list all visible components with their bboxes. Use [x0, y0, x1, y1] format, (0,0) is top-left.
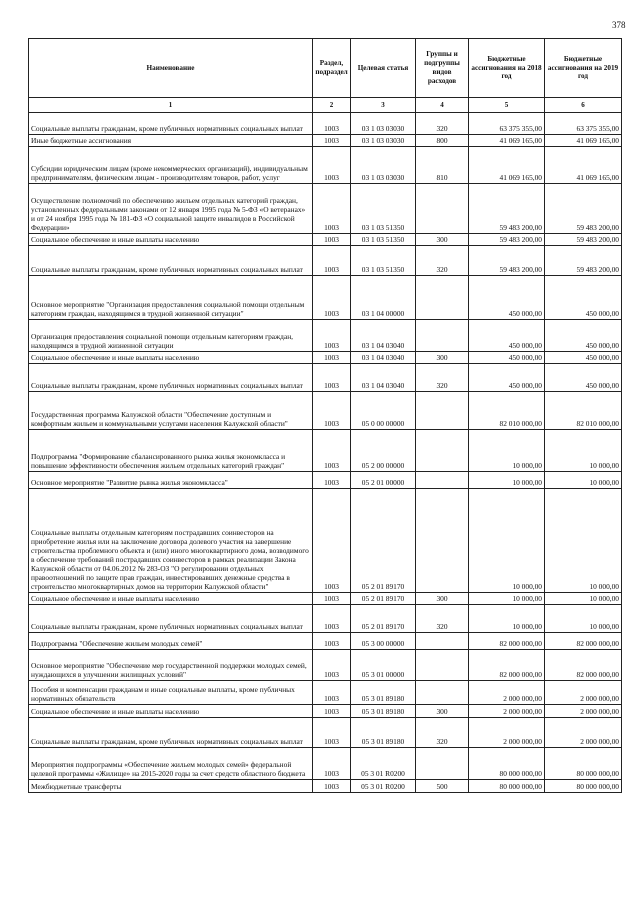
row-name: Основное мероприятие "Организация предоставления социальной помощи отдельным категориям граждан, находящимся в трудной жизненной ситуации" [29, 276, 313, 320]
row-name: Пособия и компенсации гражданам и иные социальные выплаты, кроме публичных нормативных обязательств [29, 681, 313, 705]
header-allocation-2018: Бюджетные ассигнования на 2018 год [469, 39, 545, 98]
row-target-article: 03 1 03 51350 [351, 184, 416, 234]
row-section: 1003 [313, 748, 351, 780]
header-target-article: Целевая статья [351, 39, 416, 98]
row-allocation-2018: 450 000,00 [469, 364, 545, 392]
row-name: Подпрограмма "Обеспечение жильем молодых семей" [29, 633, 313, 650]
row-target-article: 03 1 03 03030 [351, 135, 416, 147]
row-name: Основное мероприятие "Обеспечение мер государственной поддержки молодых семей, нуждающихся в улучшении жилищных условий" [29, 650, 313, 681]
row-allocation-2018: 82 000 000,00 [469, 650, 545, 681]
row-allocation-2019: 82 000 000,00 [545, 633, 622, 650]
row-allocation-2019: 10 000,00 [545, 489, 622, 593]
row-target-article: 05 2 01 89170 [351, 605, 416, 633]
row-name: Подпрограмма "Формирование сбалансированного рынка жилья экономкласса и повышение эффективности обеспечения жильем отдельных категорий граждан" [29, 430, 313, 472]
row-allocation-2019: 80 000 000,00 [545, 748, 622, 780]
row-allocation-2019: 41 069 165,00 [545, 135, 622, 147]
row-allocation-2019: 2 000 000,00 [545, 718, 622, 748]
table-row [29, 320, 622, 352]
table-row [29, 681, 622, 705]
row-target-article: 05 2 01 89170 [351, 593, 416, 605]
row-expense-group [416, 489, 469, 593]
table-row [29, 472, 622, 489]
header-allocation-2019: Бюджетные ассигнования на 2019 год [545, 39, 622, 98]
row-name: Социальные выплаты гражданам, кроме публичных нормативных социальных выплат [29, 364, 313, 392]
row-allocation-2018: 10 000,00 [469, 605, 545, 633]
table-row [29, 593, 622, 605]
row-target-article: 05 3 01 89180 [351, 681, 416, 705]
row-allocation-2019: 10 000,00 [545, 593, 622, 605]
row-allocation-2018: 2 000 000,00 [469, 718, 545, 748]
row-allocation-2018: 80 000 000,00 [469, 748, 545, 780]
row-section: 1003 [313, 650, 351, 681]
row-target-article: 03 1 03 51350 [351, 234, 416, 246]
row-allocation-2018: 10 000,00 [469, 430, 545, 472]
row-target-article: 05 2 01 00000 [351, 472, 416, 489]
table-row [29, 352, 622, 364]
table-row [29, 718, 622, 748]
row-allocation-2019: 59 483 200,00 [545, 246, 622, 276]
row-target-article: 05 3 01 R0200 [351, 748, 416, 780]
table-row [29, 184, 622, 234]
table-row [29, 276, 622, 320]
row-name: Социальные выплаты гражданам, кроме публичных нормативных социальных выплат [29, 605, 313, 633]
row-allocation-2018: 41 069 165,00 [469, 147, 545, 184]
row-allocation-2019: 10 000,00 [545, 472, 622, 489]
row-target-article: 03 1 04 03040 [351, 352, 416, 364]
column-number: 4 [416, 98, 469, 113]
row-name: Социальные выплаты отдельным категориям пострадавших соинвесторов на приобретение жилья или на заключение договора долевого участия на завершение строительства проблемного объекта и (или) иного многоквартирного дома, возводимого в обеспечение требований пострадавших соинвесторов в рамках реализации Закона Калужской области от 04.06.2012 № 283-ОЗ "О регулировании отдельных правоотношений по защите прав граждан, инвестировавших денежные средства в строительство многоквартирных домов на территории Калужской области" [29, 489, 313, 593]
table-row [29, 113, 622, 135]
row-allocation-2019: 82 010 000,00 [545, 392, 622, 430]
row-allocation-2018: 59 483 200,00 [469, 246, 545, 276]
row-allocation-2019: 41 069 165,00 [545, 147, 622, 184]
row-section: 1003 [313, 780, 351, 793]
row-expense-group [416, 472, 469, 489]
column-number: 5 [469, 98, 545, 113]
row-name: Социальные выплаты гражданам, кроме публичных нормативных социальных выплат [29, 718, 313, 748]
table-row [29, 633, 622, 650]
table-row [29, 605, 622, 633]
table-row [29, 780, 622, 793]
row-expense-group: 320 [416, 113, 469, 135]
row-name: Социальное обеспечение и иные выплаты населению [29, 234, 313, 246]
table-row [29, 147, 622, 184]
table-row [29, 489, 622, 593]
table-row [29, 705, 622, 718]
row-expense-group: 320 [416, 718, 469, 748]
row-target-article: 05 3 00 00000 [351, 633, 416, 650]
row-expense-group [416, 392, 469, 430]
row-allocation-2018: 59 483 200,00 [469, 184, 545, 234]
row-name: Межбюджетные трансферты [29, 780, 313, 793]
row-name: Социальное обеспечение и иные выплаты населению [29, 705, 313, 718]
row-expense-group [416, 681, 469, 705]
row-section: 1003 [313, 184, 351, 234]
row-allocation-2019: 59 483 200,00 [545, 184, 622, 234]
row-expense-group [416, 633, 469, 650]
row-expense-group: 320 [416, 364, 469, 392]
row-allocation-2018: 2 000 000,00 [469, 681, 545, 705]
table-row [29, 135, 622, 147]
row-expense-group: 300 [416, 705, 469, 718]
row-section: 1003 [313, 364, 351, 392]
row-target-article: 05 2 01 89170 [351, 489, 416, 593]
row-section: 1003 [313, 352, 351, 364]
row-expense-group [416, 184, 469, 234]
row-section: 1003 [313, 681, 351, 705]
column-number: 3 [351, 98, 416, 113]
row-expense-group [416, 748, 469, 780]
row-allocation-2018: 82 010 000,00 [469, 392, 545, 430]
row-section: 1003 [313, 234, 351, 246]
row-name: Государственная программа Калужской области "Обеспечение доступным и комфортным жильем и коммунальными услугами населения Калужской области" [29, 392, 313, 430]
row-target-article: 03 1 03 03030 [351, 113, 416, 135]
row-target-article: 03 1 04 03040 [351, 364, 416, 392]
row-expense-group [416, 320, 469, 352]
row-allocation-2018: 63 375 355,00 [469, 113, 545, 135]
table-body [29, 113, 622, 793]
row-allocation-2018: 450 000,00 [469, 276, 545, 320]
row-section: 1003 [313, 718, 351, 748]
row-name: Мероприятия подпрограммы «Обеспечение жильем молодых семей» федеральной целевой программы «Жилище» на 2015-2020 годы за счет средств областного бюджета [29, 748, 313, 780]
budget-allocation-table [28, 38, 622, 793]
table-row [29, 246, 622, 276]
row-allocation-2019: 82 000 000,00 [545, 650, 622, 681]
row-expense-group: 300 [416, 593, 469, 605]
row-allocation-2018: 450 000,00 [469, 320, 545, 352]
row-allocation-2018: 10 000,00 [469, 472, 545, 489]
row-target-article: 03 1 04 00000 [351, 276, 416, 320]
row-allocation-2019: 450 000,00 [545, 320, 622, 352]
column-number: 1 [29, 98, 313, 113]
row-allocation-2019: 80 000 000,00 [545, 780, 622, 793]
row-name: Социальные выплаты гражданам, кроме публичных нормативных социальных выплат [29, 246, 313, 276]
row-section: 1003 [313, 276, 351, 320]
row-name: Социальное обеспечение и иные выплаты населению [29, 593, 313, 605]
row-allocation-2018: 80 000 000,00 [469, 780, 545, 793]
table-row [29, 748, 622, 780]
row-expense-group [416, 650, 469, 681]
row-name: Социальное обеспечение и иные выплаты населению [29, 352, 313, 364]
row-target-article: 05 3 01 89180 [351, 718, 416, 748]
row-section: 1003 [313, 593, 351, 605]
row-allocation-2019: 59 483 200,00 [545, 234, 622, 246]
table-row [29, 364, 622, 392]
column-number: 6 [545, 98, 622, 113]
row-section: 1003 [313, 246, 351, 276]
row-allocation-2018: 450 000,00 [469, 352, 545, 364]
row-target-article: 03 1 04 03040 [351, 320, 416, 352]
row-allocation-2019: 2 000 000,00 [545, 705, 622, 718]
row-section: 1003 [313, 320, 351, 352]
row-target-article: 05 3 01 89180 [351, 705, 416, 718]
row-expense-group: 320 [416, 246, 469, 276]
row-name: Осуществление полномочий по обеспечению жильем отдельных категорий граждан, установленных федеральными законами от 12 января 1995 года № 5-ФЗ «О ветеранах» и от 24 ноября 1995 года № 181-ФЗ «О социальной защите инвалидов в Российской Федерации» [29, 184, 313, 234]
table-row [29, 430, 622, 472]
row-section: 1003 [313, 430, 351, 472]
row-expense-group: 300 [416, 352, 469, 364]
row-allocation-2018: 10 000,00 [469, 489, 545, 593]
header-expense-group: Группы и подгруппы видов расходов [416, 39, 469, 98]
row-expense-group: 810 [416, 147, 469, 184]
row-allocation-2019: 450 000,00 [545, 352, 622, 364]
column-number-row [29, 98, 622, 113]
row-expense-group [416, 276, 469, 320]
row-target-article: 05 3 01 00000 [351, 650, 416, 681]
row-target-article: 03 1 03 51350 [351, 246, 416, 276]
page-number: 378 [612, 20, 626, 30]
row-allocation-2018: 59 483 200,00 [469, 234, 545, 246]
header-name: Наименование [29, 39, 313, 98]
row-allocation-2019: 10 000,00 [545, 605, 622, 633]
row-expense-group: 300 [416, 234, 469, 246]
row-target-article: 03 1 03 03030 [351, 147, 416, 184]
row-section: 1003 [313, 705, 351, 718]
row-name: Иные бюджетные ассигнования [29, 135, 313, 147]
row-section: 1003 [313, 633, 351, 650]
row-expense-group [416, 430, 469, 472]
row-allocation-2019: 63 375 355,00 [545, 113, 622, 135]
row-name: Социальные выплаты гражданам, кроме публичных нормативных социальных выплат [29, 113, 313, 135]
row-expense-group: 800 [416, 135, 469, 147]
row-allocation-2018: 2 000 000,00 [469, 705, 545, 718]
row-section: 1003 [313, 135, 351, 147]
row-allocation-2018: 82 000 000,00 [469, 633, 545, 650]
row-target-article: 05 2 00 00000 [351, 430, 416, 472]
row-allocation-2019: 450 000,00 [545, 364, 622, 392]
table-row [29, 234, 622, 246]
header-section: Раздел, подраздел [313, 39, 351, 98]
row-name: Субсидии юридическим лицам (кроме некоммерческих организаций), индивидуальным предпринимателям, физическим лицам - производителям товаров, работ, услуг [29, 147, 313, 184]
column-number: 2 [313, 98, 351, 113]
row-section: 1003 [313, 392, 351, 430]
header-row [29, 39, 622, 98]
table-row [29, 392, 622, 430]
row-allocation-2018: 10 000,00 [469, 593, 545, 605]
row-allocation-2019: 10 000,00 [545, 430, 622, 472]
row-expense-group: 320 [416, 605, 469, 633]
row-target-article: 05 0 00 00000 [351, 392, 416, 430]
row-section: 1003 [313, 489, 351, 593]
row-target-article: 05 3 01 R0200 [351, 780, 416, 793]
row-allocation-2019: 450 000,00 [545, 276, 622, 320]
row-name: Организация предоставления социальной помощи отдельным категориям граждан, находящимся в трудной жизненной ситуации [29, 320, 313, 352]
row-section: 1003 [313, 147, 351, 184]
row-allocation-2019: 2 000 000,00 [545, 681, 622, 705]
row-allocation-2018: 41 069 165,00 [469, 135, 545, 147]
table-row [29, 650, 622, 681]
row-name: Основное мероприятие "Развитие рынка жилья экономкласса" [29, 472, 313, 489]
row-section: 1003 [313, 472, 351, 489]
row-section: 1003 [313, 113, 351, 135]
row-expense-group: 500 [416, 780, 469, 793]
row-section: 1003 [313, 605, 351, 633]
